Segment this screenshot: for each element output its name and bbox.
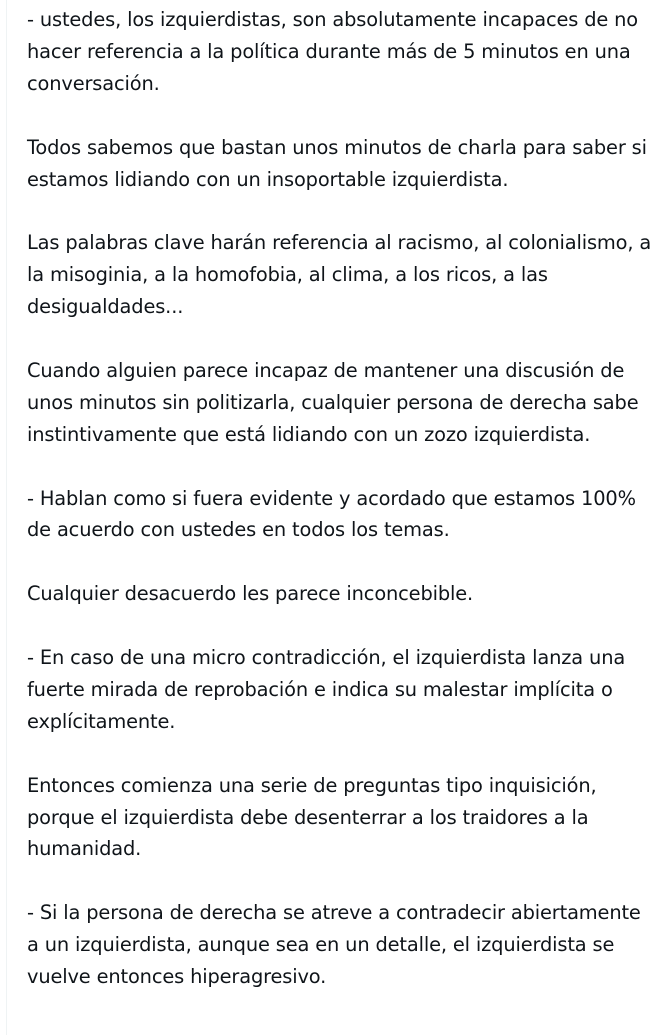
post-paragraph-7: - En caso de una micro contradicción, el izquierdista lanza una fuerte mirada de reprobación e indica su malestar implícita o explícitamente. xyxy=(27,646,626,733)
post-paragraph-3: Las palabras clave harán referencia al racismo, al colonialismo, a la misoginia, a la homofobia, al clima, a los ricos, a las desigualdades... xyxy=(27,231,652,319)
post-paragraph-6: Cualquier desacuerdo les parece inconcebible. xyxy=(27,582,474,606)
post-paragraph-5: - Hablan como si fuera evidente y acordado que estamos 100% de acuerdo con ustedes en todos los temas. xyxy=(27,486,636,542)
post-left-border xyxy=(6,0,7,1035)
post-paragraph-8: Entonces comienza una serie de preguntas tipo inquisición, porque el izquierdista debe desenterrar a los traidores a la humanidad. xyxy=(27,773,597,861)
post-paragraph-4: Cuando alguien parece incapaz de mantener una discusión de unos minutos sin politizarla, cualquier persona de derecha sabe instintivamente que está lidiando con un zozo izquierdista. xyxy=(27,358,639,446)
post-paragraph-1: - ustedes, los izquierdistas, son absolutamente incapaces de no hacer referencia a la política durante más de 5 minutos en una conversación. xyxy=(27,8,639,95)
post-paragraph-2: Todos sabemos que bastan unos minutos de charla para saber si estamos lidiando con un insoportable izquierdista. xyxy=(27,135,647,191)
post-text xyxy=(27,4,652,993)
post-paragraph-9: - Si la persona de derecha se atreve a contradecir abiertamente a un izquierdista, aunque sea en un detalle, el izquierdista se vuelve entonces hiperagresivo. xyxy=(27,901,641,989)
